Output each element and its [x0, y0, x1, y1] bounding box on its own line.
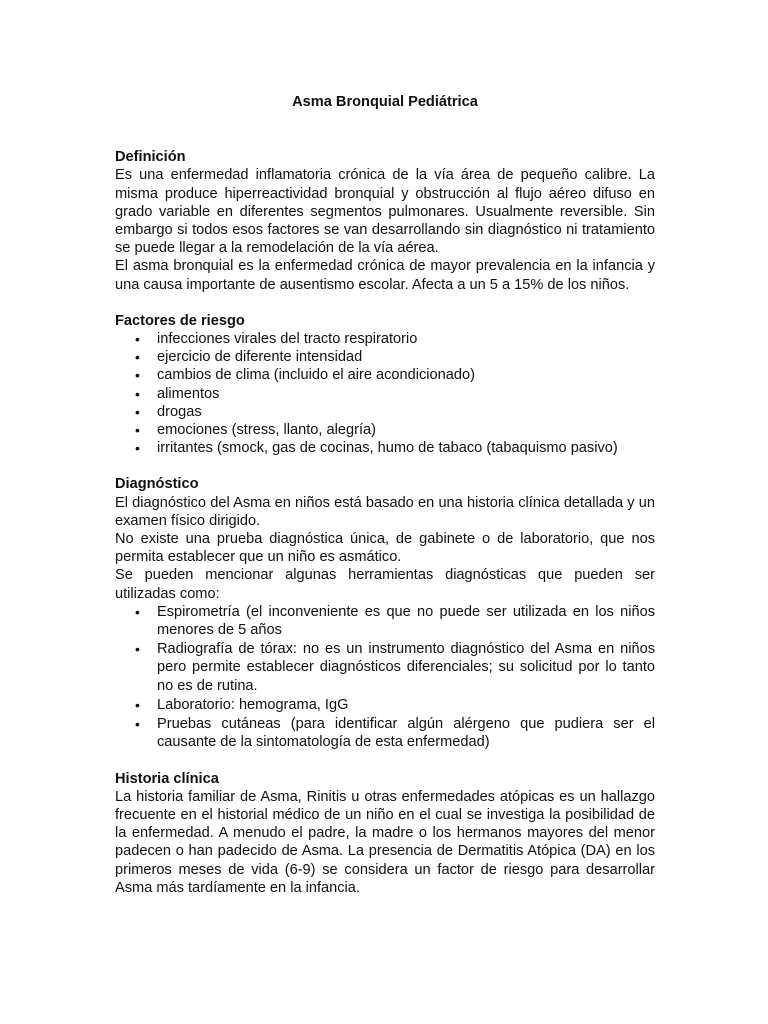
- bullet-icon: •: [135, 716, 140, 733]
- paragraph: El asma bronquial es la enfermedad crónica de mayor prevalencia en la infancia y una causa importante de ausentismo escolar. Afecta a un 5 a 15% de los niños.: [115, 258, 655, 293]
- bullet-icon: •: [135, 440, 140, 457]
- list-item-text: Laboratorio: hemograma, IgG: [157, 696, 349, 713]
- bullet-icon: •: [135, 403, 140, 420]
- list-item-text: Espirometría (el inconveniente es que no puede ser utilizada en los niños menores de 5 años: [157, 603, 655, 639]
- risk-factors-list: [115, 330, 655, 457]
- list-item-text: irritantes (smock, gas de cocinas, humo de tabaco (tabaquismo pasivo): [157, 440, 618, 457]
- section-factores: [115, 312, 655, 458]
- bullet-icon: •: [135, 603, 140, 620]
- bullet-icon: •: [135, 641, 140, 658]
- diagnostic-tools-list: [115, 603, 655, 752]
- list-item-text: ejercicio de diferente intensidad: [157, 349, 363, 366]
- bullet-icon: •: [135, 331, 140, 348]
- section-historia: [115, 770, 655, 897]
- section-definicion: [115, 148, 655, 294]
- list-item: [135, 366, 655, 384]
- list-item: [135, 403, 655, 421]
- bullet-icon: •: [135, 422, 140, 439]
- list-item: [135, 640, 655, 695]
- list-item-text: Radiografía de tórax: no es un instrumento diagnóstico del Asma en niños pero permite establecer diagnósticos diferenciales; su solicitud por lo tanto no es de rutina.: [157, 641, 655, 694]
- bullet-icon: •: [135, 367, 140, 384]
- document-page: [115, 93, 655, 915]
- paragraph: El diagnóstico del Asma en niños está basado en una historia clínica detallada y un examen físico dirigido.: [115, 494, 655, 529]
- bullet-icon: •: [135, 696, 140, 713]
- list-item: [135, 715, 655, 751]
- list-item-text: infecciones virales del tracto respiratorio: [157, 331, 418, 348]
- paragraph: Es una enfermedad inflamatoria crónica de la vía área de pequeño calibre. La misma produce hiperreactividad bronquial y obstrucción al flujo aéreo difuso en grado variable en diferentes segmentos pulmonares. Usualmente reversible. Sin embargo si todos esos factores se van desarrollando sin diagnóstico ni tratamiento se puede llegar a la remodelación de la vía aérea.: [115, 167, 655, 257]
- section-diagnostico: [115, 475, 655, 751]
- bullet-icon: •: [135, 349, 140, 366]
- list-item: [135, 439, 655, 457]
- list-item: [135, 348, 655, 366]
- paragraph: La historia familiar de Asma, Rinitis u otras enfermedades atópicas es un hallazgo frecuente en el historial médico de un niño en el cual se investiga la posibilidad de la enfermedad. A menudo el padre, la madre o los hermanos mayores del menor padecen o han padecido de Asma. La presencia de Dermatitis Atópica (DA) en los primeros meses de vida (6-9) se considera un factor de riesgo para desarrollar Asma más tardíamente en la infancia.: [115, 788, 655, 896]
- paragraph: Se pueden mencionar algunas herramientas diagnósticas que pueden ser utilizadas como:: [115, 567, 655, 602]
- list-item: [135, 421, 655, 439]
- list-item-text: cambios de clima (incluido el aire acondicionado): [157, 367, 475, 384]
- section-heading: Definición: [115, 149, 186, 166]
- section-heading: Diagnóstico: [115, 476, 199, 493]
- list-item: [135, 330, 655, 348]
- paragraph: No existe una prueba diagnóstica única, de gabinete o de laboratorio, que nos permita establecer que un niño es asmático.: [115, 531, 655, 566]
- list-item: [135, 603, 655, 639]
- section-heading: Factores de riesgo: [115, 312, 245, 329]
- list-item-text: Pruebas cutáneas (para identificar algún alérgeno que pudiera ser el causante de la sintomatología de esta enfermedad): [157, 716, 655, 751]
- document-title: Asma Bronquial Pediátrica: [292, 94, 478, 110]
- list-item-text: alimentos: [157, 385, 220, 402]
- list-item: [135, 696, 655, 714]
- bullet-icon: •: [135, 385, 140, 402]
- list-item-text: emociones (stress, llanto, alegría): [157, 422, 376, 439]
- list-item: [135, 385, 655, 403]
- section-heading: Historia clínica: [115, 770, 219, 787]
- list-item-text: drogas: [157, 403, 202, 420]
